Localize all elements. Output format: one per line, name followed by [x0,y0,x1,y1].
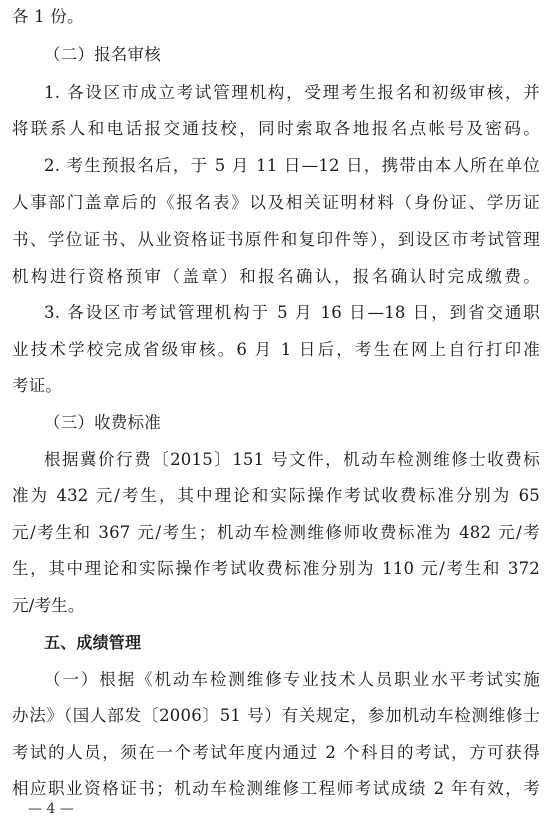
paragraph-line: 元/考生和 367 元/考生；机动车检测维修师收费标准为 482 元/考 [12,523,540,542]
text-line: 各 1 份。 [12,7,84,26]
paragraph-line: 人事部门盖章后的《报名表》以及相关证明材料（身份证、学历证 [12,193,540,212]
paragraph-line: 准为 432 元/考生，其中理论和实际操作考试收费标准分别为 65 [12,486,540,505]
paragraph-line: 元/考生。 [12,596,85,615]
section-heading: （二）报名审核 [44,45,161,64]
paragraph-line: 办法》（国人部发〔2006〕51 号）有关规定，参加机动车检测维修士 [12,706,540,725]
paragraph-line: （一）根据《机动车检测维修专业技术人员职业水平考试实施 [44,670,540,689]
paragraph-line: 书、学位证书、从业资格证书原件和复印件等），到设区市考试管理 [12,230,540,249]
paragraph-line: 机构进行资格预审（盖章）和报名确认，报名确认时完成缴费。 [12,267,540,286]
paragraph-line: 业技术学校完成省级审核。6 月 1 日后，考生在网上自行打印准 [12,340,540,359]
paragraph-line: 将联系人和电话报交通技校，同时索取各地报名点帐号及密码。 [12,119,540,138]
paragraph-line: 2. 考生预报名后，于 5 月 11 日—12 日，携带由本人所在单位 [44,156,540,175]
page-number: — 4 — [28,801,74,817]
chapter-heading: 五、成绩管理 [44,633,142,652]
paragraph-line: 生，其中理论和实际操作考试收费标准分别为 110 元/考生和 372 [12,559,540,578]
paragraph-line: 考试的人员，须在一个考试年度内通过 2 个科目的考试，方可获得 [12,743,540,762]
paragraph-line: 3. 各设区市考试管理机构于 5 月 16 日—18 日，到省交通职 [44,303,540,322]
paragraph-line: 考证。 [12,376,63,395]
paragraph-line: 1. 各设区市成立考试管理机构，受理考生报名和初级审核，并 [44,83,540,102]
paragraph-line: 相应职业资格证书；机动车检测维修工程师考试成绩 2 年有效，考 [12,779,540,798]
section-heading: （三）收费标准 [44,413,161,432]
paragraph-line: 根据冀价行费〔2015〕151 号文件，机动车检测维修士收费标 [44,450,540,469]
